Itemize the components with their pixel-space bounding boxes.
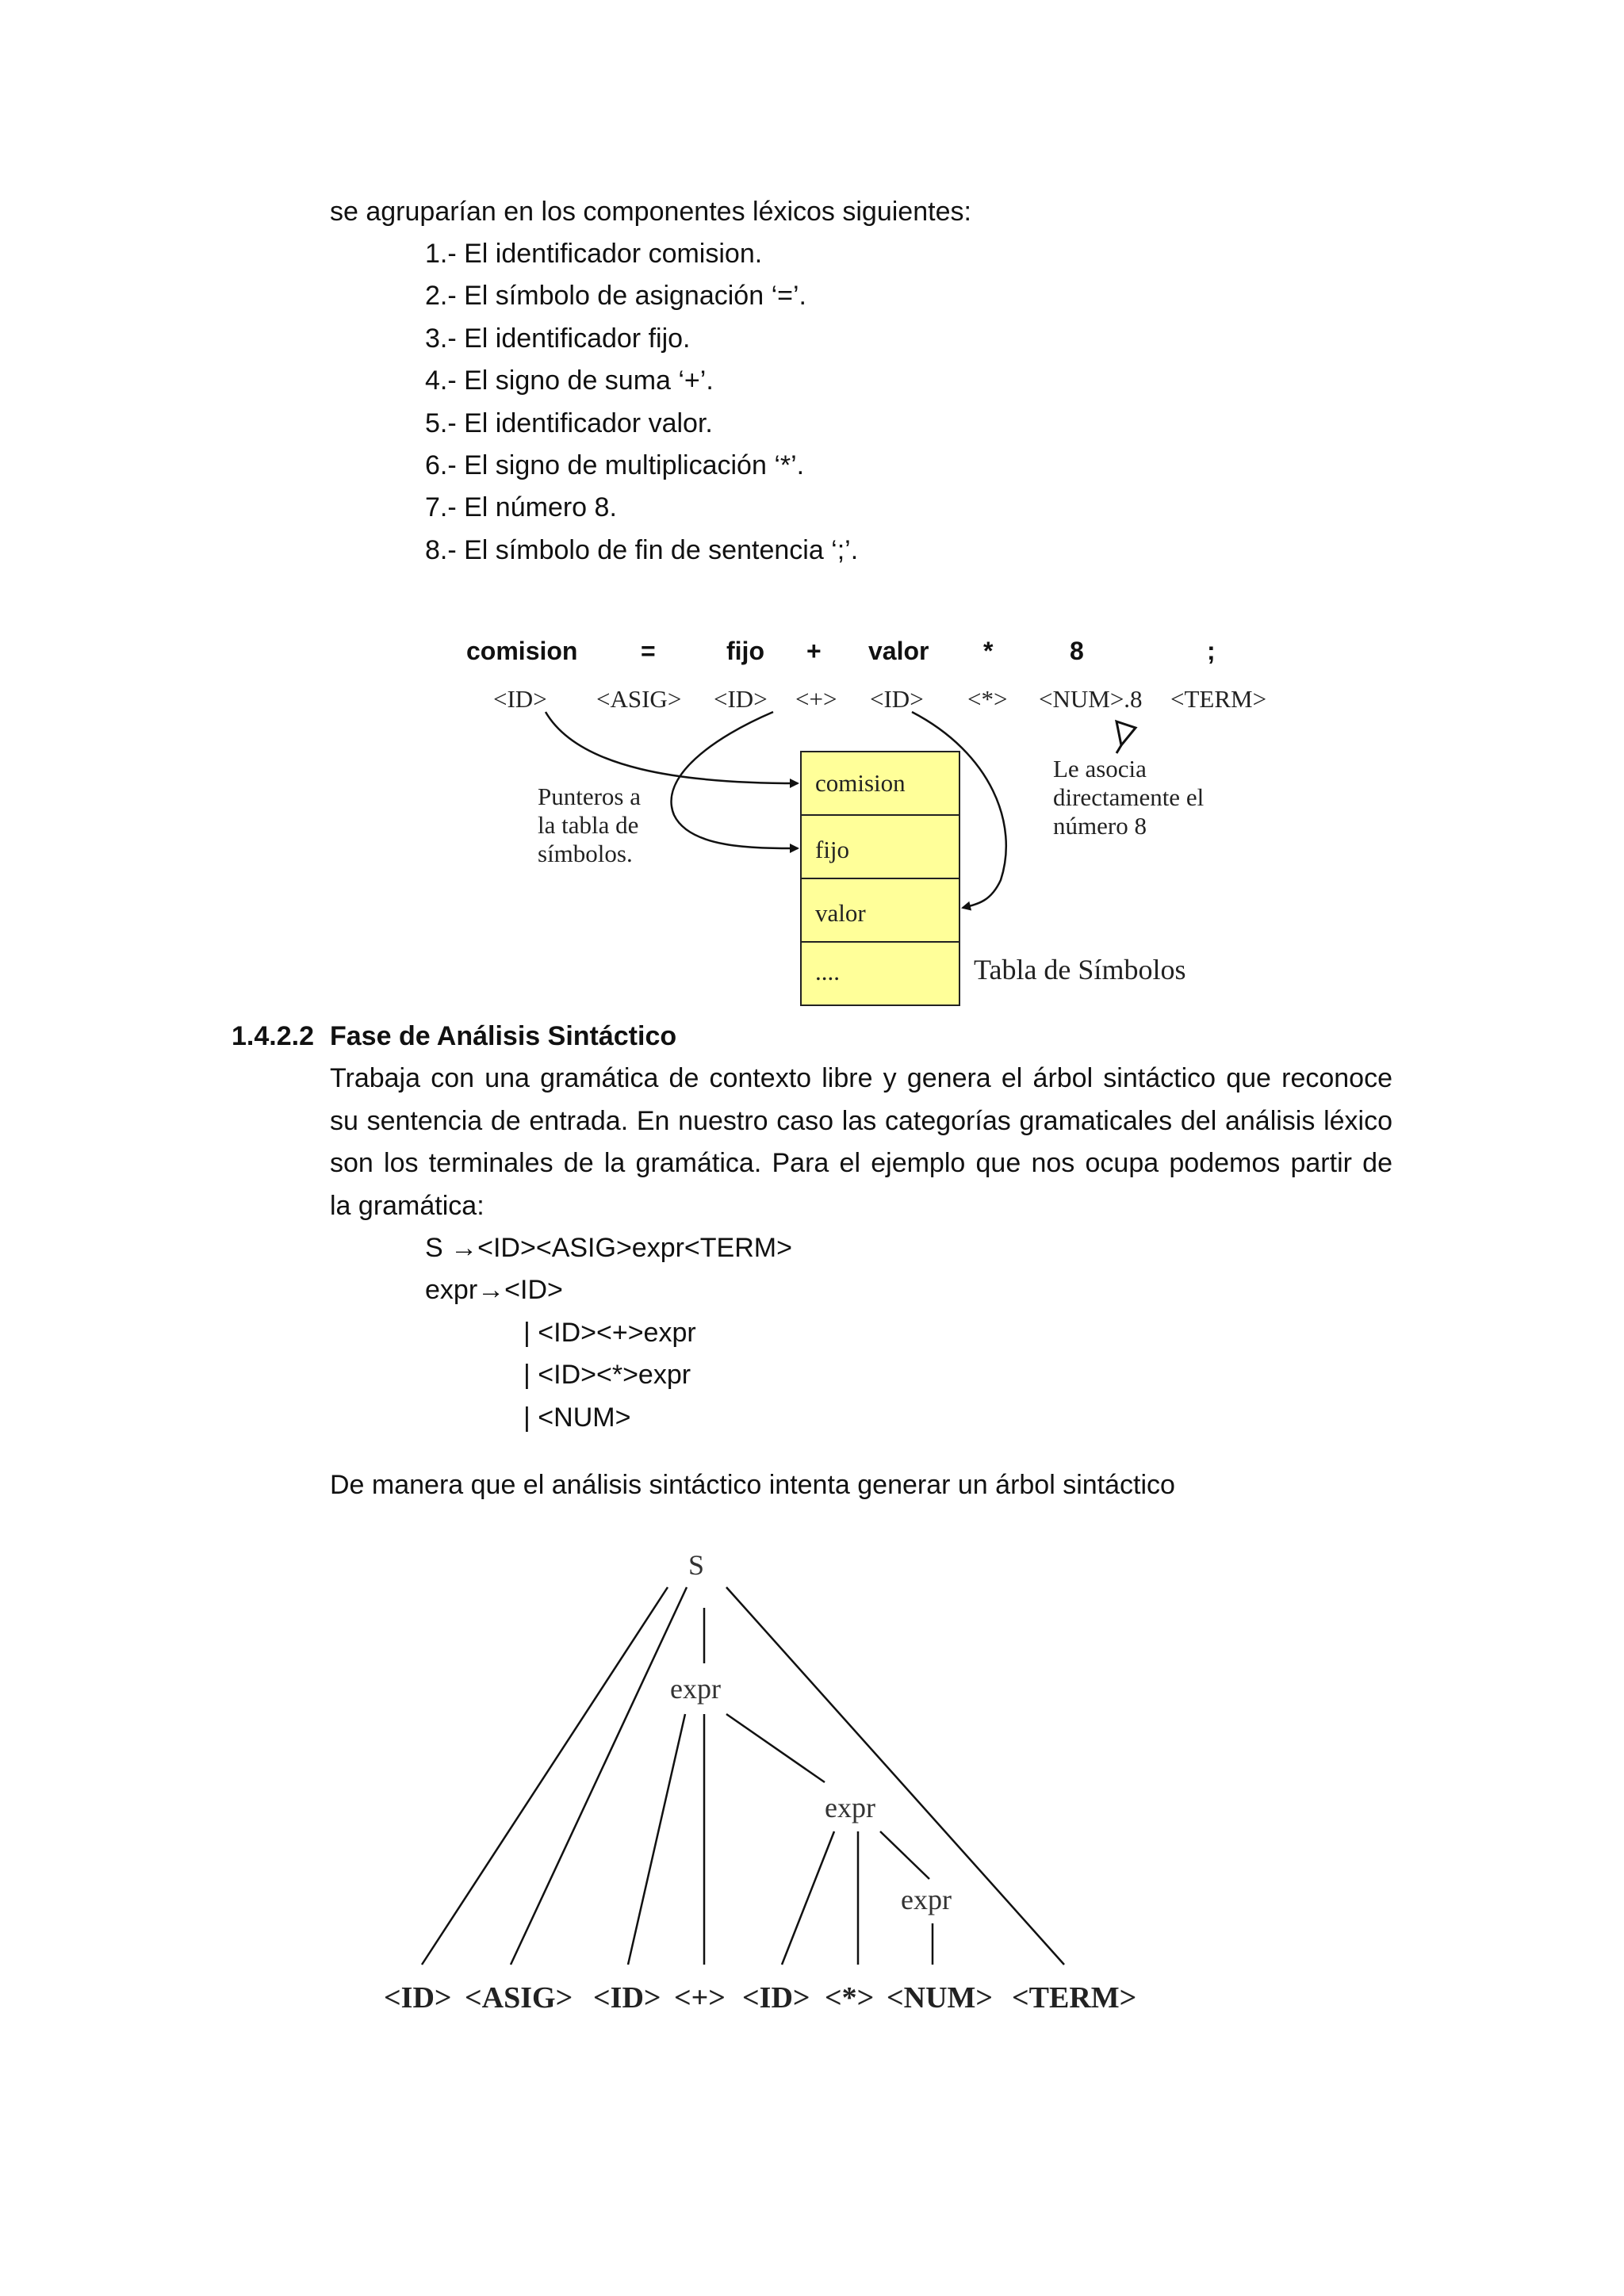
tree-leaf: <*> (825, 1981, 875, 2015)
pointer-note-line: Punteros a (538, 783, 642, 810)
tree-root: S (688, 1549, 705, 1581)
token-class: <+> (795, 685, 837, 713)
token-class: <ID> (870, 685, 924, 713)
symbol-table-entry: .... (815, 958, 840, 985)
list-item: 8.- El símbolo de fin de sentencia ‘;’. (425, 535, 859, 565)
paragraph-line: la gramática: (330, 1190, 485, 1221)
tree-leaf: <ID> (593, 1981, 661, 2015)
source-token: comision (466, 637, 578, 665)
tree-leaf: <ASIG> (465, 1981, 573, 2015)
source-token: fijo (726, 637, 764, 665)
source-token: + (806, 637, 822, 665)
tree-leaf: <TERM> (1012, 1981, 1137, 2015)
pointer-arrow (546, 712, 798, 783)
number-note-line: Le asocia (1053, 755, 1147, 783)
grammar-rule: expr→<ID> (425, 1275, 563, 1305)
symbol-table-entry: fijo (815, 836, 850, 863)
token-class: <ID> (493, 685, 547, 713)
grammar-alternative: | <NUM> (523, 1402, 631, 1433)
grammar-rule: S →<ID><ASIG>expr<TERM> (425, 1233, 792, 1263)
symbol-table-caption: Tabla de Símbolos (974, 954, 1186, 985)
pointer-note-line: símbolos. (538, 840, 633, 867)
tree-leaf: <NUM> (887, 1981, 994, 2015)
token-class: <ID> (714, 685, 768, 713)
intro-text: se agruparían en los componentes léxicos siguientes: (330, 197, 971, 227)
list-item: 3.- El identificador fijo. (425, 323, 691, 354)
number-note (1053, 755, 1204, 840)
tree-edges (422, 1587, 1064, 1965)
paragraph-line: su sentencia de entrada. En nuestro caso las categorías gramaticales del análisis léxico (330, 1105, 1392, 1136)
token-class: <ASIG> (596, 685, 682, 713)
list-item: 2.- El símbolo de asignación ‘=’. (425, 281, 806, 311)
number-note-line: número 8 (1053, 812, 1147, 840)
list-item: 7.- El número 8. (425, 492, 617, 522)
tree-leaf: <+> (674, 1981, 726, 2015)
token-class: <NUM>.8 (1039, 685, 1143, 713)
paragraph-line: Trabaja con una gramática de contexto libre y genera el árbol sintáctico que reconoce (330, 1063, 1392, 1093)
source-token: = (641, 637, 656, 665)
list-item: 4.- El signo de suma ‘+’. (425, 365, 714, 396)
symbol-table-entry: comision (815, 769, 906, 797)
paragraph-line: son los terminales de la gramática. Para el ejemplo que nos ocupa podemos partir de (330, 1148, 1392, 1178)
tree-leaf: <ID> (384, 1981, 452, 2015)
grammar-alternative: | <ID><+>expr (523, 1318, 696, 1348)
pointer-note-line: la tabla de (538, 811, 639, 839)
list-item: 6.- El signo de multiplicación ‘*’. (425, 450, 805, 480)
section-number: 1.4.2.2 (232, 1021, 314, 1051)
source-token: * (983, 637, 994, 665)
symbol-table (801, 752, 959, 1005)
symbol-table-entry: valor (815, 899, 866, 927)
tree-node-expr: expr (670, 1673, 721, 1705)
source-token: valor (868, 637, 929, 665)
number-note-line: directamente el (1053, 783, 1205, 811)
section-title: Fase de Análisis Sintáctico (330, 1021, 677, 1051)
token-class: <TERM> (1170, 685, 1267, 713)
source-token: ; (1207, 637, 1216, 665)
tree-node-expr: expr (901, 1884, 952, 1915)
source-token: 8 (1070, 637, 1084, 665)
tree-node-expr: expr (825, 1792, 875, 1823)
token-class: <*> (967, 685, 1008, 713)
num-arrow-head (1116, 721, 1136, 745)
pointer-arrow (672, 712, 798, 848)
parse-tree-figure (0, 1538, 1624, 2030)
num-arrow-tail (1116, 745, 1121, 753)
symbol-table-figure (0, 618, 1624, 1015)
body-paragraph (330, 1058, 1392, 1227)
tree-leaf: <ID> (742, 1981, 810, 2015)
list-item: 1.- El identificador comision. (425, 239, 763, 269)
list-item: 5.- El identificador valor. (425, 408, 713, 438)
closing-text: De manera que el análisis sintáctico intenta generar un árbol sintáctico (330, 1470, 1175, 1500)
grammar-alternative: | <ID><*>expr (523, 1360, 691, 1390)
pointer-note (538, 783, 641, 867)
